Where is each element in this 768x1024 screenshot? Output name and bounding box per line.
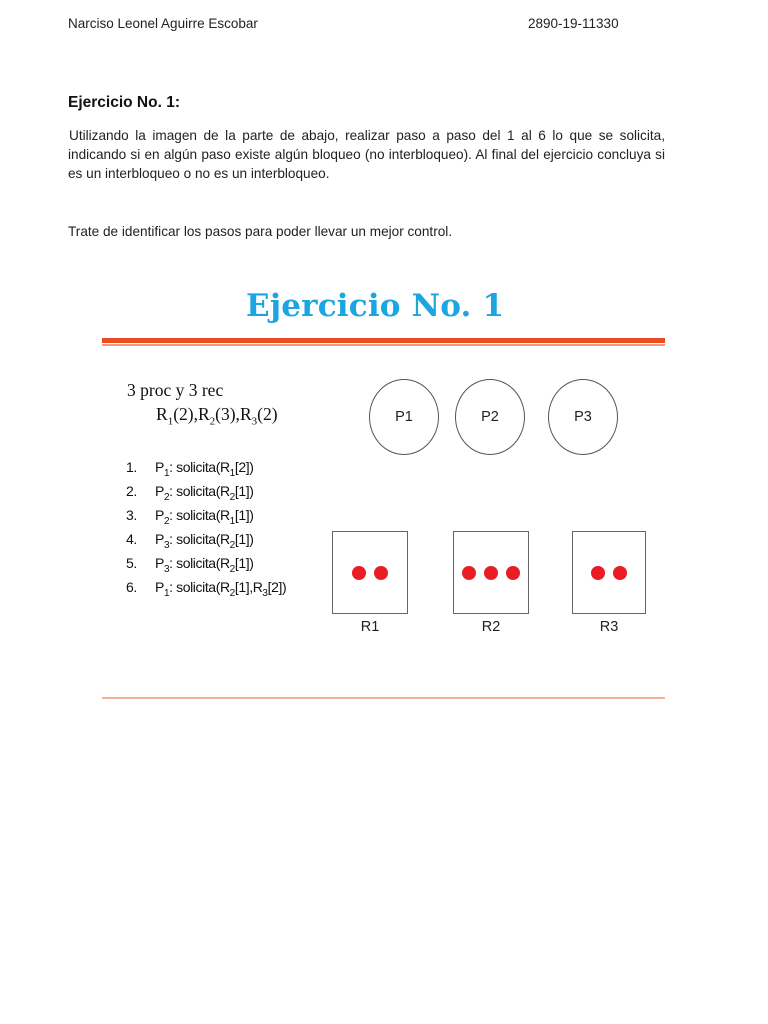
student-id: 2890-19-11330 — [528, 16, 619, 31]
exercise-note: Trate de identificar los pasos para poder llevar un mejor control. — [68, 224, 453, 239]
resource-r1-label: R1 — [360, 619, 380, 635]
resource-r1-box — [332, 531, 408, 614]
process-p3: P3 — [548, 379, 618, 455]
resource-r3-label: R3 — [599, 619, 619, 635]
step-item: 5. $P_3$: $solicita(R_2[1])$ — [126, 555, 254, 575]
slide-bottom-rule — [102, 697, 665, 699]
author-name: Narciso Leonel Aguirre Escobar — [68, 16, 258, 31]
resource-instances — [454, 566, 528, 580]
resource-instance-dot — [613, 566, 627, 580]
slide-top-rule-thin — [102, 344, 665, 346]
step-item: 2. $P_2$: $solicita(R_2[1])$ — [126, 483, 254, 503]
resource-r3-box — [572, 531, 646, 614]
exercise-instructions: Utilizando la imagen de la parte de abajo, realizar paso a paso del 1 al 6 lo que se solicita, indicando si en algún paso existe algún bloqueo (no interbloqueo). Al final del ejercicio concluya si es un interbloqueo o no es un interbloqueo. — [68, 128, 665, 181]
resource-instance-dot — [462, 566, 476, 580]
slide-subtitle: 3 proc y 3 rec — [127, 380, 224, 400]
resource-instances — [333, 566, 407, 580]
slide-title: Ejercicio No. 1 — [246, 288, 505, 324]
resource-instance-dot — [374, 566, 388, 580]
process-p2: P2 — [455, 379, 525, 455]
resources-summary: $R_1(2),R_2(3),R_3(2)$ — [156, 404, 278, 428]
request-steps-list — [126, 459, 286, 603]
resource-r2-box — [453, 531, 529, 614]
slide-top-rule — [102, 338, 665, 343]
resource-instance-dot — [506, 566, 520, 580]
step-item: 1. $P_1$: $solicita(R_1[2])$ — [126, 459, 254, 479]
step-item: 6. $P_1$: $solicita(R_2[1],R_3[2])$ — [126, 579, 287, 599]
exercise-heading: Ejercicio No. 1: — [68, 94, 180, 111]
resource-instance-dot — [352, 566, 366, 580]
process-p1: P1 — [369, 379, 439, 455]
resource-r2-label: R2 — [481, 619, 501, 635]
resource-instance-dot — [484, 566, 498, 580]
step-item: 3. $P_2$: $solicita(R_1[1])$ — [126, 507, 254, 527]
resource-instances — [573, 566, 645, 580]
step-item: 4. $P_3$: $solicita(R_2[1])$ — [126, 531, 254, 551]
resource-instance-dot — [591, 566, 605, 580]
